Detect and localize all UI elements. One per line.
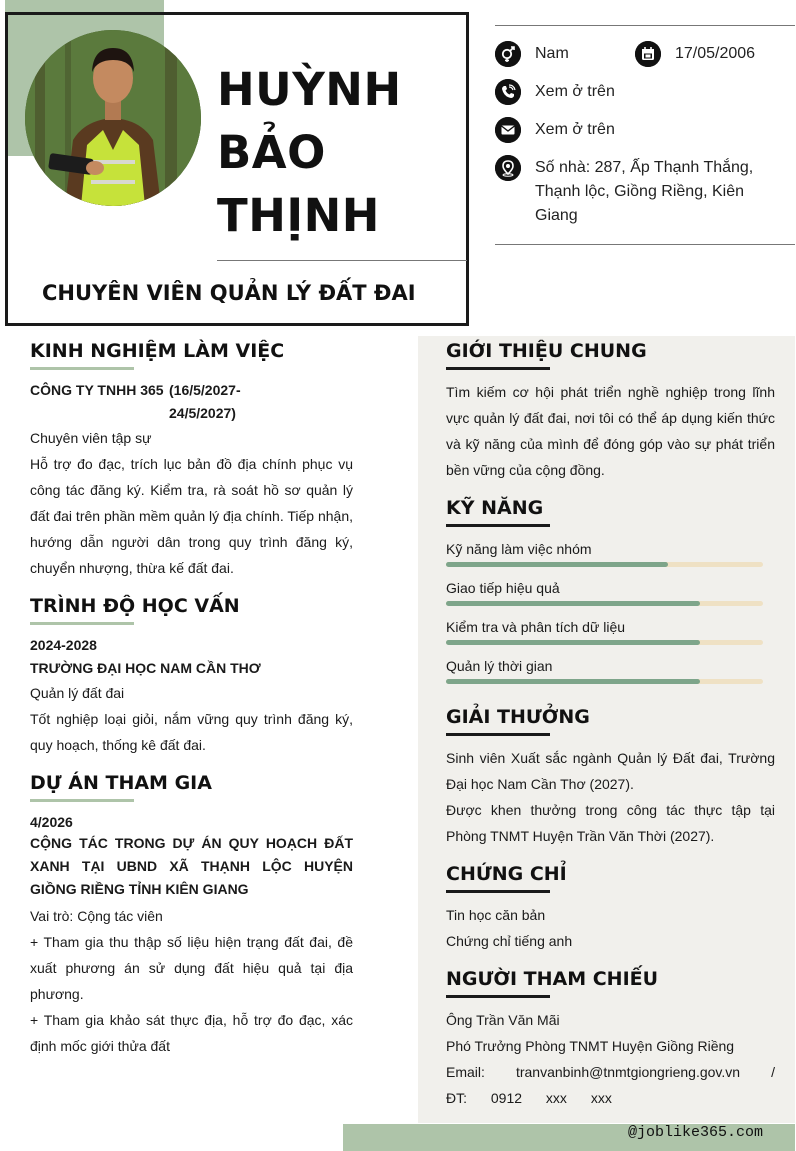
project-role: Vai trò: Cộng tác viên [30,908,163,924]
education-years: 2024-2028 [30,637,97,653]
name-line-3: THỊNH [217,189,380,242]
footer-watermark: @joblike365.com [628,1124,764,1141]
gender-value: Nam [535,45,569,62]
divider [495,244,795,245]
skill-bar [446,679,763,684]
skill-label: Giao tiếp hiệu quả [446,580,560,596]
work-description: Hỗ trợ đo đạc, trích lục bản đồ địa chính phục vụ công tác đăng ký. Kiểm tra, rà soát hồ sơ quản lý đất đai trên phần mềm quản lý địa chính. Tiếp nhận, hướng dẫn người dân trong quy trình đăng ký, chuyển nhượng, thừa kế đất đai. [30,456,353,576]
gender-icon [495,41,521,67]
email-value: Xem ở trên [535,121,615,138]
skill-label: Quản lý thời gian [446,658,553,674]
skill-bar-fill [446,562,668,567]
skill-bar [446,562,763,567]
address-line-2: Thạnh lộc, Giồng Riềng, Kiên [535,183,745,200]
address-line-3: Giang [535,207,578,224]
intro-heading: GIỚI THIỆU CHUNG [446,340,647,362]
divider [495,25,795,26]
name-line-1: HUỲNH [217,63,402,116]
project-date: 4/2026 [30,814,73,830]
project-task-1: + Tham gia thu thập số liệu hiện trạng đất đai, đề xuất phương án sử dụng đất hiệu quả tại địa phương. [30,934,353,1002]
work-period-end: 24/5/2027) [169,405,236,421]
award-2: Được khen thưởng trong công tác thực tập tại Phòng TNMT Huyện Trần Văn Thời (2027). [446,802,775,844]
certificate-1: Tin học căn bản [446,907,546,923]
reference-position: Phó Trưởng Phòng TNMT Huyện Giồng Riềng [446,1038,735,1054]
reference-contact: Email: tranvanbinh@tnmtgiongrieng.gov.vn / ĐT: 0912 xxx xxx [446,1064,775,1106]
awards-heading: GIẢI THƯỞNG [446,706,590,728]
skill-label: Kỹ năng làm việc nhóm [446,541,592,557]
project-name: CỘNG TÁC TRONG DỰ ÁN QUY HOẠCH ĐẤT XANH TẠI UBND XÃ THẠNH LỘC HUYỆN GIỒNG RIỀNG TỈNH KIÊN GIANG [30,835,353,897]
avatar [25,30,201,206]
experience-heading: KINH NGHIỆM LÀM VIỆC [30,340,285,362]
education-heading: TRÌNH ĐỘ HỌC VẤN [30,595,240,617]
heading-underline [446,890,550,893]
skill-label: Kiểm tra và phân tích dữ liệu [446,619,626,635]
heading-underline [446,524,550,527]
skill-bar [446,640,763,645]
education-description: Tốt nghiệp loại giỏi, nắm vững quy trình đăng ký, quy hoạch, thống kê đất đai. [30,711,353,753]
reference-name: Ông Trần Văn Mãi [446,1012,560,1028]
heading-underline [30,799,134,802]
skill-bar-fill [446,640,700,645]
certificates-heading: CHỨNG CHỈ [446,863,567,885]
work-period-start: (16/5/2027- [169,382,241,398]
heading-underline [30,367,134,370]
work-role: Chuyên viên tập sự [30,430,152,446]
address-line-1: Số nhà: 287, Ấp Thạnh Thắng, [535,159,754,176]
intro-text: Tìm kiếm cơ hội phát triển nghề nghiệp trong lĩnh vực quản lý đất đai, nơi tôi có thể áp dụng kiến thức và kỹ năng của mình để đóng góp vào sự phát triển bền vững của cộng đồng. [446,384,775,478]
project-task-2: + Tham gia khảo sát thực địa, hỗ trợ đo đạc, xác định mốc giới thửa đất [30,1012,353,1054]
award-1: Sinh viên Xuất sắc ngành Quản lý Đất đai, Trường Đại học Nam Cần Thơ (2027). [446,750,775,792]
projects-heading: DỰ ÁN THAM GIA [30,772,212,794]
calendar-icon [635,41,661,67]
certificate-2: Chứng chỉ tiếng anh [446,933,573,949]
references-heading: NGƯỜI THAM CHIẾU [446,968,659,990]
company-name: CÔNG TY TNHH 365 [30,382,164,398]
full-name [217,58,402,247]
job-title: CHUYÊN VIÊN QUẢN LÝ ĐẤT ĐAI [42,281,416,305]
heading-underline [446,733,550,736]
skill-bar-fill [446,679,700,684]
school-name: TRƯỜNG ĐẠI HỌC NAM CẦN THƠ [30,660,261,676]
location-icon [495,155,521,181]
mail-icon [495,117,521,143]
heading-underline [446,995,550,998]
name-line-2: BẢO [217,126,326,179]
birthday-value: 17/05/2006 [675,45,756,62]
phone-value: Xem ở trên [535,83,615,100]
heading-underline [446,367,550,370]
heading-underline [30,622,134,625]
divider [217,260,467,261]
skill-bar [446,601,763,606]
phone-icon [495,79,521,105]
skills-heading: KỸ NĂNG [446,497,544,519]
major: Quản lý đất đai [30,685,125,701]
skill-bar-fill [446,601,700,606]
